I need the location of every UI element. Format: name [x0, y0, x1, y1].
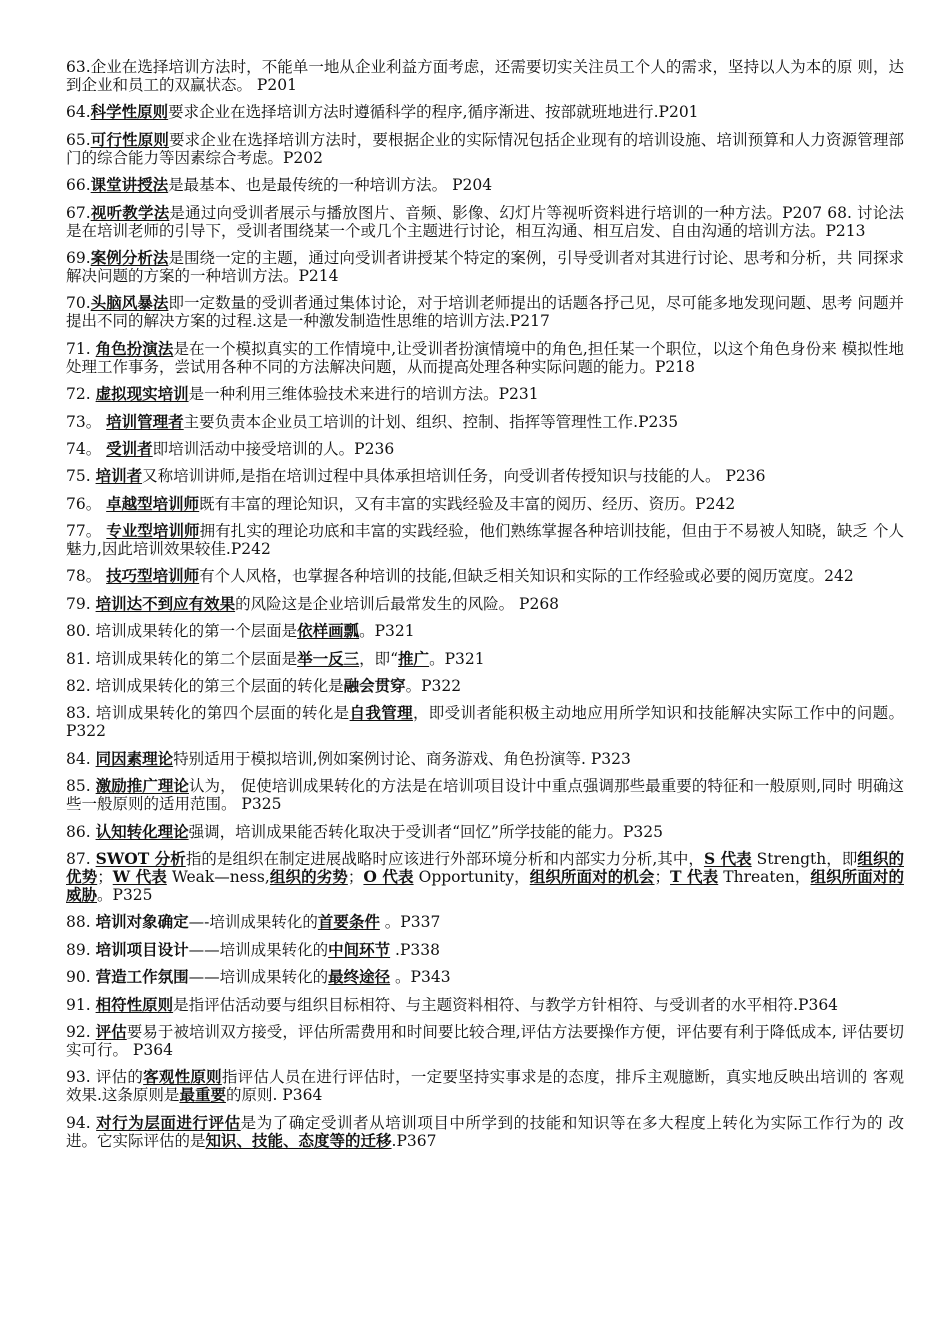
text-run: ；: [347, 867, 364, 886]
text-run: 即一定数量的受训者通过集体讨论，对于培训老师提出的话题各抒己见，尽可能多地发现问题、思考 问题并提出不同的解决方案的过程.这是一种激发制造性思维的培训方法.P217: [66, 294, 904, 331]
key-term: 认知转化理论: [95, 821, 189, 841]
key-term: 虚拟现实培训: [95, 384, 189, 404]
list-item: [66, 440, 904, 458]
list-item: [66, 249, 904, 285]
text-run: 。P322: [405, 677, 462, 696]
text-run: 92.: [66, 1022, 96, 1041]
text-run: 76。: [66, 494, 107, 513]
key-term: T 代表: [670, 866, 719, 886]
text-run: 认为， 促使培训成果转化的方法是在培训项目设计中重点强调那些最重要的特征和一般原则,同时 明确这些一般原则的适用范围。 P325: [66, 777, 904, 814]
text-run: 75.: [66, 467, 96, 486]
list-item: [66, 913, 904, 931]
key-term: S 代表: [703, 848, 752, 868]
key-term: 头脑风暴法: [90, 293, 169, 313]
text-run: 。P321: [429, 649, 485, 668]
key-term: 相符性原则: [95, 994, 174, 1014]
text-run: 72.: [66, 385, 96, 404]
text-run: 要求企业在选择培训方法时，要根据企业的实际情况包括企业现有的培训设施、培训预算和人力资源管理部门的综合能力等因素综合考虑。P202: [66, 130, 904, 167]
text-run: 要易于被培训双方接受，评估所需费用和时间要比较合理,评估方法要操作方便，评估要有利于降低成本, 评估要切实可行。 P364: [66, 1022, 904, 1059]
text-run: ——培训成果转化的: [188, 940, 329, 959]
text-run: —-培训成果转化的: [188, 913, 318, 932]
text-run: Strength，即: [751, 849, 858, 868]
key-term: 课堂讲授法: [90, 175, 169, 195]
text-run: ，即受训者能积极主动地应用所学知识和技能解决实际工作中的问题。P322: [66, 704, 904, 741]
list-item: [66, 522, 904, 558]
key-term: 对行为层面进行评估: [96, 1112, 241, 1132]
key-term: 组织所面对的 威胁: [66, 866, 904, 904]
key-term: W 代表: [112, 866, 167, 886]
text-run: 是为了确定受训者从培训项目中所学到的技能和知识等在多大程度上转化为实际工作行为的 改进。它实际评估的是: [66, 1113, 904, 1150]
text-run: 即培训活动中接受培训的人。P236: [152, 439, 395, 458]
list-item: [66, 1114, 904, 1150]
text-run: 88.: [66, 913, 96, 932]
text-run: Weak—ness,: [166, 867, 270, 886]
key-term: 推广: [398, 648, 430, 668]
list-item: [66, 340, 904, 376]
key-term: 举一反三: [297, 648, 360, 668]
text-run: 70.: [66, 294, 91, 313]
text-run: 77。: [66, 522, 107, 541]
text-run: 66.: [66, 176, 91, 195]
text-run: ；: [654, 867, 671, 886]
key-term: 首要条件: [317, 912, 380, 932]
text-run: 强调，培训成果能否转化取决于受训者“回忆”所学技能的能力。P325: [188, 822, 663, 841]
text-run: 是最基本、也是最传统的一种培训方法。 P204: [168, 176, 493, 195]
text-run: 71.: [66, 339, 96, 358]
list-item: [66, 385, 904, 403]
key-term: 培训管理者: [106, 411, 184, 431]
text-run: 85.: [66, 777, 96, 796]
text-run: .P367: [391, 1131, 437, 1150]
text-run: 83. 培训成果转化的第四个层面的转化是: [66, 704, 350, 723]
key-term: 同因素理论: [95, 748, 174, 768]
text-run: 是在一个模拟真实的工作情境中,让受训者扮演情境中的角色,担任某一个职位，以这个角色身份来 模拟性地处理工作事务，尝试用各种不同的方法解决问题，从而提高处理各种实际问题的能力。P218: [66, 339, 904, 376]
text-run: 81. 培训成果转化的第二个层面是: [66, 649, 298, 668]
key-term: O 代表: [363, 866, 414, 886]
text-run: ，即“: [359, 649, 399, 668]
key-term: 客观性原则: [143, 1067, 222, 1087]
text-run: 拥有扎实的理论功底和丰富的实践经验，他们熟练掌握各种培训技能，但由于不易被人知晓，缺乏 个人魅力,因此培训效果较佳.P242: [66, 522, 905, 559]
text-run: 64.: [66, 103, 91, 122]
text-run: 78。: [66, 567, 107, 586]
text-run: 是指评估活动要与组织目标相符、与主题资料相符、与教学方针相符、与受训者的水平相符.P364: [173, 995, 839, 1014]
text-run: 84.: [66, 749, 96, 768]
key-term: 组织所面对的机会: [529, 866, 655, 886]
text-run: 。P343: [390, 968, 451, 987]
key-term: SWOT 分析: [95, 848, 186, 868]
key-term: 受训者: [106, 438, 153, 458]
list-item: [66, 1023, 904, 1059]
list-item: [66, 777, 904, 813]
key-term: 最重要: [179, 1085, 226, 1105]
text-run: 是通过向受训者展示与播放图片、音频、影像、幻灯片等视听资料进行培训的一种方法。P207 68. 讨论法是在培训老师的引导下，受训者围绕某一个或几个主题进行讨论，相互沟通、相互启发、自由沟通的培训方法。P213: [66, 203, 904, 240]
key-term: 技巧型培训师: [106, 566, 200, 586]
key-term: 组织的劣势: [269, 866, 348, 886]
list-item: [66, 850, 904, 904]
text-run: 80. 培训成果转化的第一个层面是: [66, 622, 298, 641]
list-item: [66, 131, 904, 167]
key-term: 融会贯穿: [343, 676, 406, 696]
text-run: 特别适用于模拟培训,例如案例讨论、商务游戏、角色扮演等. P323: [173, 749, 631, 768]
text-run: ——培训成果转化的: [188, 968, 329, 987]
list-item: [66, 941, 904, 959]
text-run: 63.企业在选择培训方法时，不能单一地从企业利益方面考虑，还需要切实关注员工个人的需求，坚持以人为本的原 则，达到企业和员工的双赢状态。 P201: [66, 58, 904, 94]
key-term: 可行性原则: [90, 129, 170, 149]
list-item: [66, 294, 904, 330]
text-run: 是一种利用三维体验技术来进行的培训方法。P231: [188, 385, 539, 404]
text-run: 。P321: [359, 622, 415, 641]
key-term: 科学性原则: [90, 102, 169, 122]
list-item: [66, 650, 904, 668]
key-term: 培训者: [95, 466, 143, 486]
list-item: [66, 495, 904, 513]
list-item: [66, 413, 904, 431]
list-item: [66, 823, 904, 841]
text-run: 指的是组织在制定进展战略时应该进行外部环境分析和内部实力分析,其中，: [185, 849, 704, 868]
key-term: 案例分析法: [90, 247, 169, 267]
text-run: 指评估人员在进行评估时，一定要坚持实事求是的态度，排斥主观臆断，真实地反映出培训的 客观效果.这条原则是: [66, 1068, 904, 1105]
list-item: [66, 1068, 904, 1104]
list-item: [66, 103, 904, 121]
text-run: ；: [97, 867, 113, 886]
text-run: 82. 培训成果转化的第三个层面的转化是: [66, 677, 344, 696]
list-item: [66, 595, 904, 613]
list-item: [66, 204, 904, 240]
list-item: [66, 58, 904, 94]
text-run: 的风险这是企业培训后最常发生的风险。 P268: [235, 594, 560, 613]
key-term: 培训达不到应有效果: [95, 593, 236, 613]
text-run: 69.: [66, 248, 91, 267]
list-item: [66, 176, 904, 194]
key-term: 组织的优势: [66, 848, 904, 886]
text-run: 91.: [66, 995, 96, 1014]
text-run: 74。: [66, 439, 107, 458]
key-term: 激励推广理论: [95, 776, 189, 796]
text-run: 要求企业在选择培训方法时遵循科学的程序,循序渐进、按部就班地进行.P201: [168, 103, 699, 122]
text-run: 是围绕一定的主题，通过向受训者讲授某个特定的案例，引导受训者对其进行讨论、思考和分析，共 同探求解决问题的方案的一种培训方法。P214: [66, 248, 904, 285]
text-run: 又称培训讲师,是指在培训过程中具体承担培训任务，向受训者传授知识与技能的人。 P236: [142, 467, 766, 486]
list-item: [66, 996, 904, 1014]
key-term: 专业型培训师: [106, 521, 200, 541]
text-run: 65.: [66, 130, 91, 149]
document-page: [66, 58, 904, 1159]
key-term: 视听教学法: [90, 202, 170, 222]
key-term: 培训项目设计: [95, 939, 189, 959]
text-run: 。P337: [379, 913, 441, 932]
text-run: 67.: [66, 203, 91, 222]
list-item: [66, 567, 904, 585]
key-term: 最终途径: [328, 967, 391, 987]
list-item: [66, 750, 904, 768]
text-run: 93. 评估的: [66, 1068, 144, 1087]
text-run: 73。: [66, 412, 107, 431]
text-run: 的原则. P364: [225, 1086, 323, 1105]
key-term: 评估: [95, 1021, 127, 1041]
key-term: 中间环节: [328, 939, 391, 959]
text-run: Threaten，: [718, 867, 811, 886]
list-item: [66, 968, 904, 986]
key-term: 依样画瓢: [297, 621, 360, 641]
text-run: 。P325: [97, 885, 153, 904]
list-item: [66, 622, 904, 640]
key-term: 卓越型培训师: [106, 493, 200, 513]
text-run: 89.: [66, 940, 96, 959]
text-run: 既有丰富的理论知识，又有丰富的实践经验及丰富的阅历、经历、资历。P242: [199, 494, 736, 513]
text-run: 主要负责本企业员工培训的计划、组织、控制、指挥等管理性工作.P235: [183, 412, 679, 431]
key-term: 培训对象确定: [95, 912, 189, 932]
text-run: Opportunity，: [413, 867, 530, 886]
key-term: 营造工作氛围: [95, 967, 189, 987]
key-term: 知识、技能、态度等的迁移: [205, 1130, 392, 1150]
list-item: [66, 467, 904, 485]
key-term: 自我管理: [349, 703, 413, 723]
key-term: 角色扮演法: [95, 338, 174, 358]
text-run: 79.: [66, 594, 96, 613]
text-run: 87.: [66, 849, 96, 868]
text-run: .P338: [390, 940, 440, 959]
list-item: [66, 677, 904, 695]
text-run: 94.: [66, 1113, 97, 1132]
text-run: 90.: [66, 968, 96, 987]
list-item: [66, 704, 904, 740]
text-run: 有个人风格，也掌握各种培训的技能,但缺乏相关知识和实际的工作经验或必要的阅历宽度。242: [199, 567, 854, 586]
text-run: 86.: [66, 822, 96, 841]
